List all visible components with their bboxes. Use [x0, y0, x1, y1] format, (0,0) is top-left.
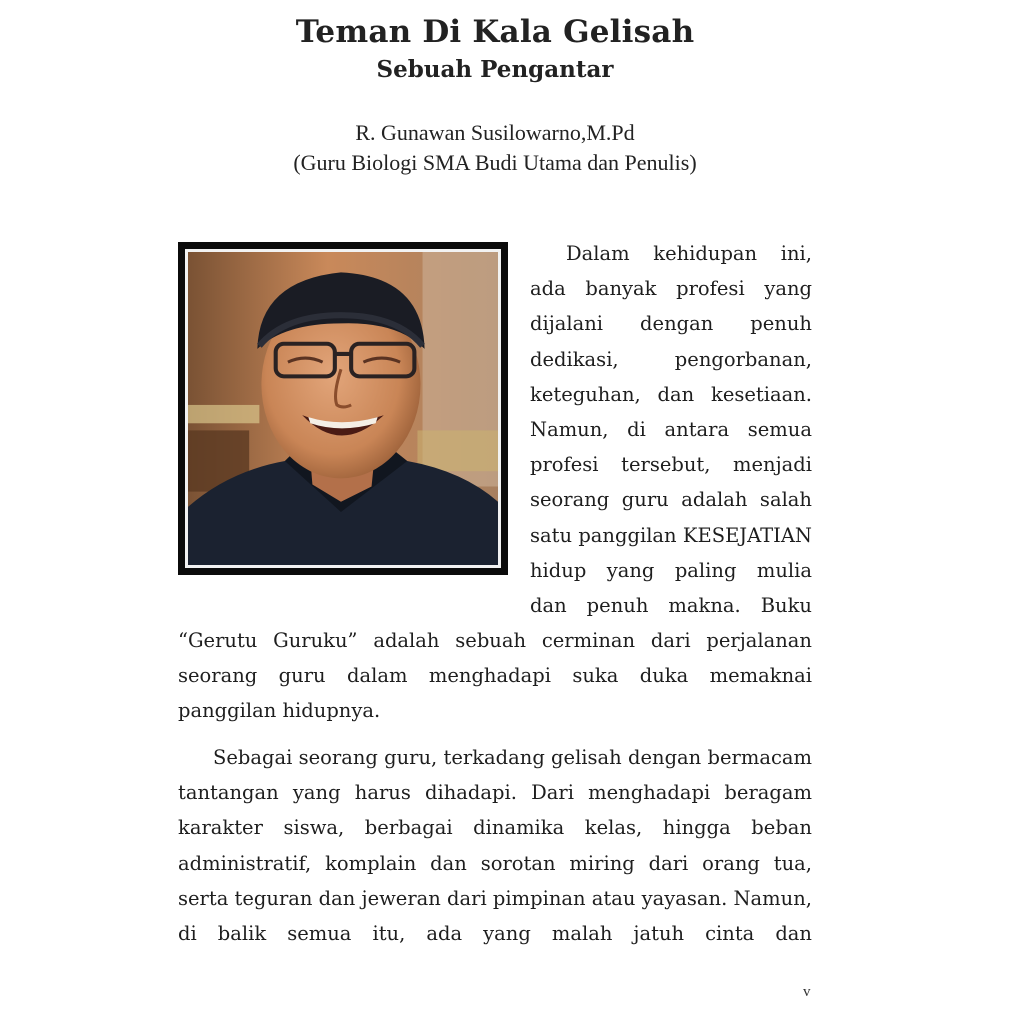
paragraph-1-continued: “Gerutu Guruku” adalah sebuah cerminan dari perjalanan seorang guru dalam menghadapi suka duka memaknai panggilan hidupnya.: [178, 629, 812, 723]
author-portrait-icon: [188, 252, 498, 565]
author-photo-frame: [178, 242, 508, 575]
chapter-subtitle: Sebuah Pengantar: [376, 56, 614, 83]
chapter-title: Teman Di Kala Gelisah: [295, 14, 695, 50]
author-affiliation: (Guru Biologi SMA Budi Utama dan Penulis): [293, 150, 697, 175]
author-photo: [185, 249, 501, 568]
page-number: v: [803, 984, 811, 1000]
paragraph-1: Dalam kehidupan ini, ada banyak profesi yang dijalani dengan penuh dedikasi, pengorbanan, keteguhan, dan kesetiaan. Namun, di antara semua profesi tersebut, menjadi seorang guru adalah salah satu panggilan KESEJATIAN hidup yang paling mulia dan penuh makna. Buku: [530, 242, 812, 618]
author-name: R. Gunawan Susilowarno,M.Pd: [355, 120, 635, 145]
paragraph-2: Sebagai seorang guru, terkadang gelisah dengan bermacam tantangan yang harus dihadapi. Dari menghadapi beragam karakter siswa, berbagai dinamika kelas, hingga beban administratif, komplain dan sorotan miring dari orang tua, serta teguran dan jeweran dari pimpinan atau yayasan. Namun, di balik semua itu, ada yang malah jatuh cinta dan: [178, 746, 812, 946]
